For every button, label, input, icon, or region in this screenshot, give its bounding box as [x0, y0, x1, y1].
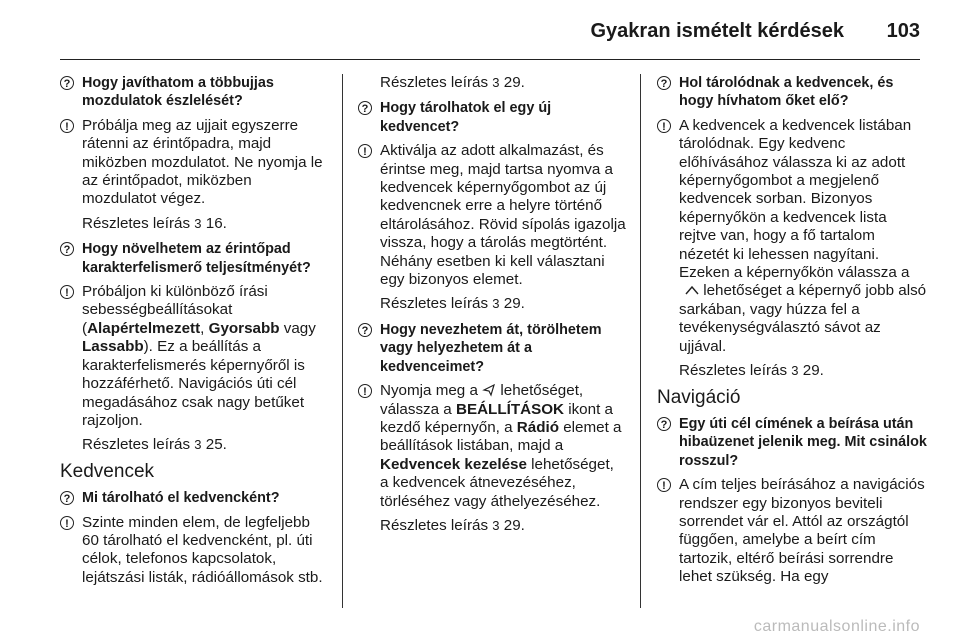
column-divider: [342, 74, 343, 608]
faq-answer: ! A cím teljes beírásához a navigációs rendszer egy bizonyos beviteli sorrendet vár el. Attól az országtól függően, amelybe a beírt cím tartozik, eltérő beírási sorrendre lehet szükség. Ha egy: [657, 476, 927, 586]
watermark: carmanualsonline.info: [753, 618, 920, 635]
answer-icon: !: [60, 119, 74, 133]
reference-line: Részletes leírás 3 16.: [82, 214, 227, 232]
reference-line: Részletes leírás 3 29.: [380, 295, 525, 313]
question-icon: ?: [60, 76, 74, 90]
arrow-icon: 3: [492, 296, 500, 312]
question-icon: ?: [657, 76, 671, 90]
question-icon: ?: [657, 417, 671, 431]
question-icon: ?: [60, 491, 74, 505]
faq-answer: ! Próbálja meg az ujjait egyszerre rátenni az érintőpadra, majd miközben mozdulatot. Ne nyomja le az érintőpadot, miközben mozdulatot végez.: [60, 117, 328, 209]
arrow-icon: 3: [492, 517, 500, 533]
column-2: [358, 74, 626, 542]
faq-answer: ! A kedvencek a kedvencek listában tárolódnak. Egy kedvenc előhívásához válassza ki az adott képernyőgombot a megjelenő kedvencek sorban. Bizonyos képernyőkön a kedvencek lista rejtve van, hogy a fő tartalom nézetét ki lehessen nagyítani. Ezeken a képernyőkön válassza a lehetőséget a képernyő jobb alsó sarkában, vagy húzza fel a tevékenységválasztó sávot az ujjával.: [657, 117, 927, 356]
question-icon: ?: [60, 242, 74, 256]
faq-question: ? Hogy növelhetem az érintőpad karakterfelismerő teljesítményét?: [60, 240, 328, 277]
reference-line: Részletes leírás 3 29.: [380, 74, 525, 91]
answer-icon: !: [358, 144, 372, 158]
faq-answer: ! Nyomja meg a lehetőséget, válassza a BEÁLLÍTÁSOK ikont a kezdő képernyőn, a Rádió elemet a beállítások listában, majd a Kedvencek kezelése lehetőséget, a kedvencek átnevezéséhez, törléséhez vagy áthelyezéséhez.: [358, 382, 626, 511]
question-icon: ?: [358, 323, 372, 337]
section-heading: Kedvencek: [60, 460, 155, 482]
faq-answer: ! Próbáljon ki különböző írási sebességbeállításokat (Alapértelmezett, Gyorsabb vagy Lassabb). Ez a beállítás a karakterfelismerés képernyőről is hozzáférhető. Navigációs úti cél megadásához csak nagy betűket rajzoljon.: [60, 283, 328, 430]
arrow-icon: 3: [194, 437, 202, 453]
faq-question: ? Hogy nevezhetem át, törölhetem vagy helyezhetem át a kedvenceimet?: [358, 321, 626, 376]
answer-icon: !: [657, 478, 671, 492]
answer-icon: !: [657, 119, 671, 133]
column-divider: [640, 74, 641, 608]
arrow-icon: 3: [194, 215, 202, 231]
chevron-up-icon: [685, 283, 699, 297]
reference-line: Részletes leírás 3 29.: [380, 516, 525, 534]
column-1: [60, 74, 328, 593]
reference-line: Részletes leírás 3 25.: [82, 436, 227, 454]
faq-answer: ! Szinte minden elem, de legfeljebb 60 tárolható el kedvencként, pl. úti célok, telefonos kapcsolatok, lejátszási listák, rádióállomások stb.: [60, 514, 328, 588]
answer-icon: !: [60, 516, 74, 530]
arrow-icon: 3: [791, 363, 799, 379]
answer-icon: !: [358, 384, 372, 398]
arrow-icon: 3: [492, 75, 500, 90]
header-rule: [60, 59, 920, 60]
faq-question: ? Hol tárolódnak a kedvencek, és hogy hívhatom őket elő?: [657, 74, 927, 111]
answer-icon: !: [60, 285, 74, 299]
page-header: [0, 0, 960, 62]
reference-line: Részletes leírás 3 29.: [679, 362, 824, 380]
faq-question: ? Mi tárolható el kedvencként?: [60, 489, 328, 507]
navigation-arrow-icon: [482, 383, 496, 397]
section-heading: Navigáció: [657, 386, 741, 408]
column-3: [657, 74, 927, 593]
faq-answer: ! Aktiválja az adott alkalmazást, és érintse meg, majd tartsa nyomva a kedvencek képernyőgombot az új kedvencnek erre a helyre történő eltárolásához. Rövid sípolás igazolja vissza, hogy a tárolás megtörtént. Néhány esetben ki kell választani egy bizonyos elemet.: [358, 142, 626, 289]
faq-question: ? Egy úti cél címének a beírása után hibaüzenet jelenik meg. Mit csinálok rosszul?: [657, 415, 927, 470]
faq-question: ? Hogy javíthatom a többujjas mozdulatok észlelését?: [60, 74, 328, 111]
faq-question: ? Hogy tárolhatok el egy új kedvencet?: [358, 99, 626, 136]
question-icon: ?: [358, 101, 372, 115]
page-number: 103: [886, 20, 920, 42]
page-title: Gyakran ismételt kérdések: [590, 20, 844, 42]
